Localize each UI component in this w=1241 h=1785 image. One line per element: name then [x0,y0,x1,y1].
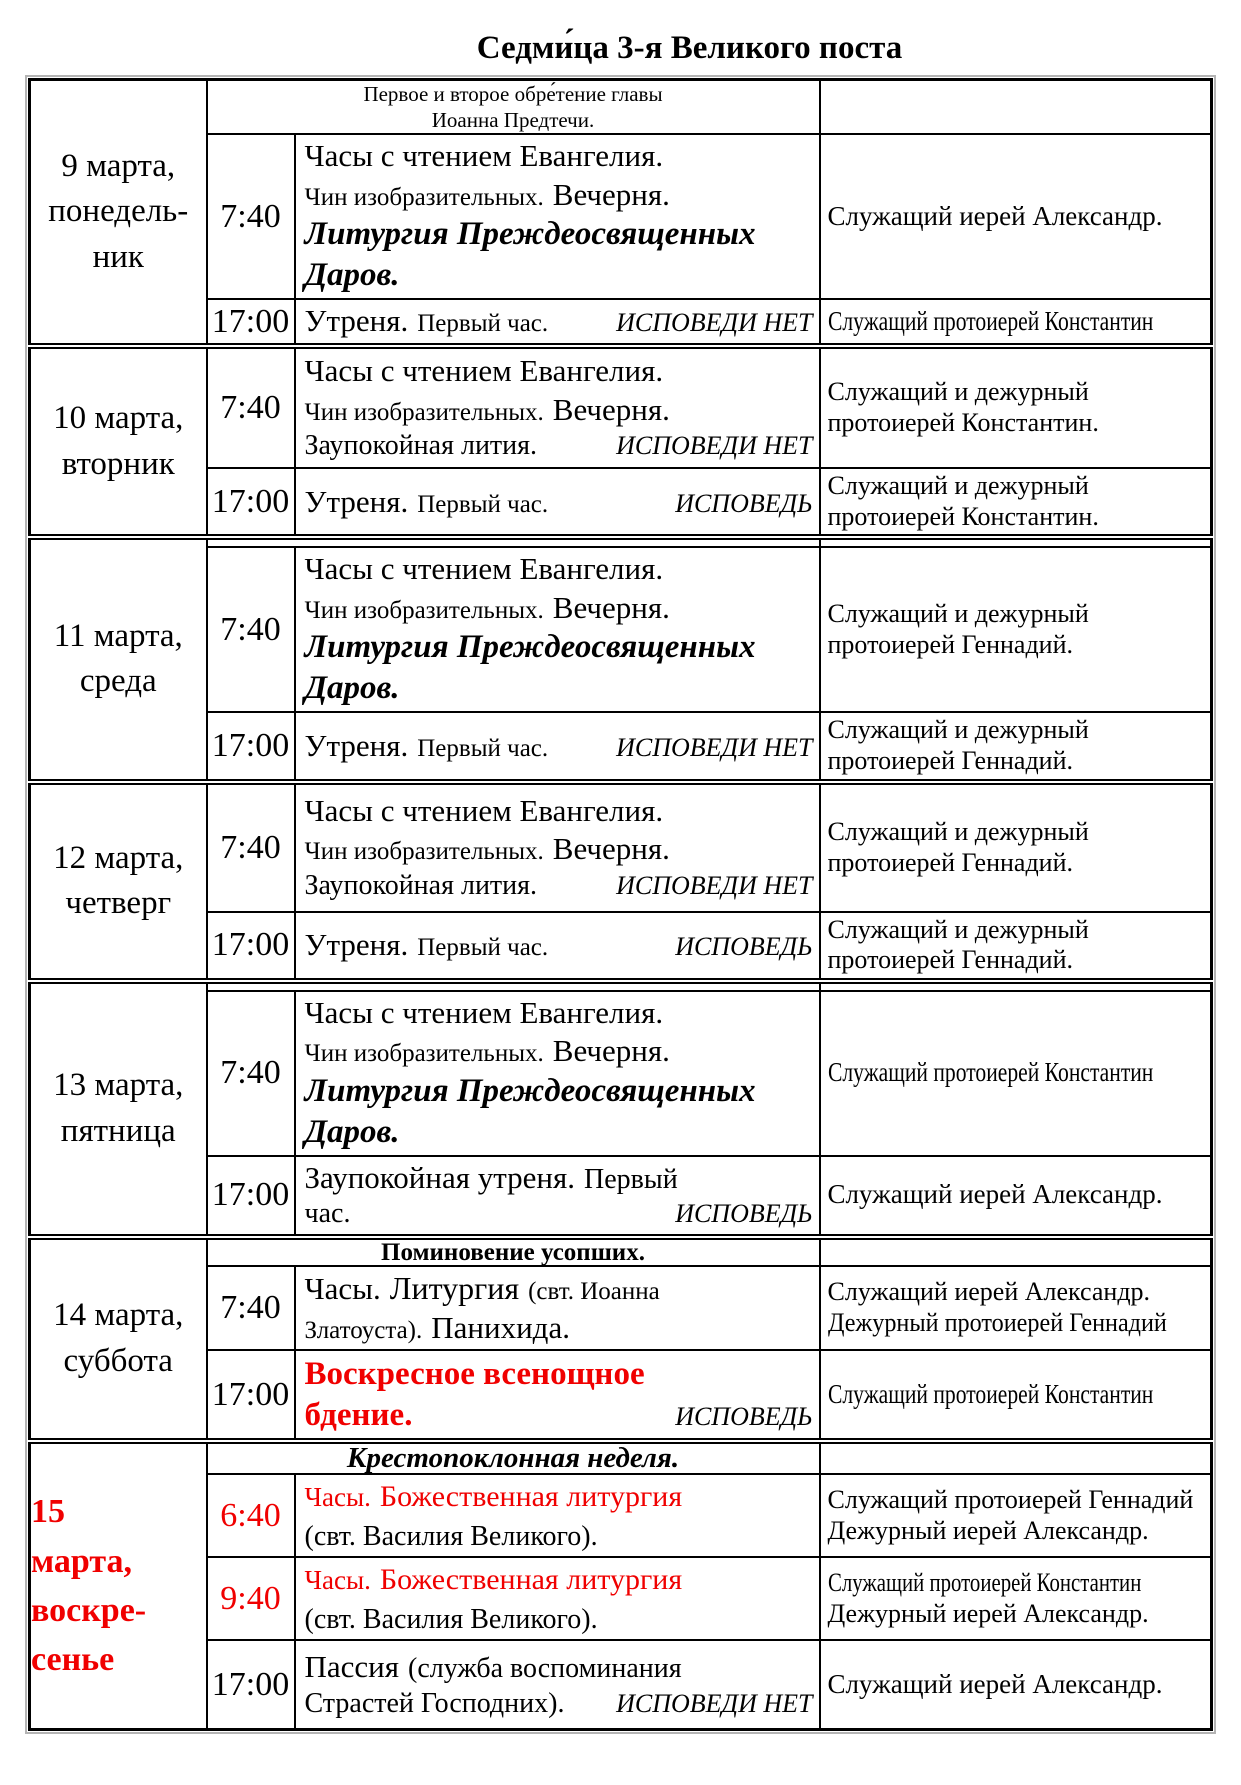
clergy-line: Дежурный иерей Александр. [827,1515,1149,1545]
time-cell: 7:40 [207,346,295,468]
service-text: Часы. [304,1270,381,1306]
service-text-wrap [305,727,549,765]
service-line [305,352,813,390]
service-cell [295,1350,820,1441]
time-cell: 9:40 [207,1557,295,1640]
service-line [305,550,813,588]
time-cell: 7:40 [207,134,295,299]
group-header-row-empty [30,981,1212,991]
day-cell [30,782,207,981]
service-cell [295,912,820,981]
service-text: Вечерня. [552,176,670,212]
service-line [305,627,813,668]
service-row [30,299,1212,346]
service-cell [295,1266,820,1350]
service-row [30,1266,1212,1350]
clergy-cell [820,547,1212,712]
service-cell [295,1156,820,1237]
page-title: Седми́ца 3-я Великого поста [476,30,903,66]
service-text-wrap [305,926,549,964]
clergy-line: протоиерей Константин. [827,501,1099,531]
clergy-line: Служащий и дежурный [827,599,1089,629]
group-header-row [30,1237,1212,1266]
clergy-cell [820,912,1212,981]
service-text: Первый час. [417,933,549,961]
service-row [30,346,1212,468]
service-row [30,1474,1212,1557]
time-cell: 7:40 [207,547,295,712]
time-cell: 17:00 [207,712,295,781]
confession-note: ИСПОВЕДЬ [675,488,813,518]
day-line: среда [79,663,157,700]
clergy-line: протоиерей Геннадий. [827,629,1074,659]
day-group-wednesday [30,537,1212,781]
clergy-cell-empty [820,1237,1212,1266]
service-line [305,1112,813,1153]
service-cell [295,346,820,468]
service-text: час. [304,1198,351,1230]
service-text: (свт. Иоанна [528,1277,660,1305]
schedule-table [28,78,1213,1731]
clergy-line: Служащий и дежурный [827,377,1089,407]
service-cell [295,991,820,1156]
feast-header-cell-empty [207,981,820,991]
time-cell: 17:00 [207,1350,295,1441]
clergy-line: протоиерей Константин. [827,408,1099,438]
service-text: Вечерня. [552,589,670,625]
feast-header-cell-empty [207,537,820,547]
service-text: Часы с чтением Евангелия. [304,994,664,1030]
service-line [305,255,813,296]
clergy-line: Служащий и дежурный [827,816,1089,846]
day-line: четверг [65,885,172,922]
day-cell [30,346,207,537]
service-line [305,137,813,175]
service-line [305,1354,813,1395]
clergy-cell [820,134,1212,299]
service-text: Заупокойная утреня. [304,1159,576,1195]
feast-header-cell [207,1237,820,1266]
service-text-liturgy: Литургия Преждеосвященных [304,1072,756,1109]
service-text-hours: Часы. [304,1482,371,1513]
service-row [30,1350,1212,1441]
service-text: Вечерня. [552,391,670,427]
service-text: (свт. Василия Великого). [304,1520,598,1552]
service-text: Заупокойная лития. [304,430,538,462]
service-text: Часы с чтением Евангелия. [304,353,664,389]
group-header-row [30,79,1212,134]
day-line: пятница [60,1112,176,1149]
clergy-cell-empty [820,1441,1212,1474]
service-text: Чин изобразительных. [304,838,544,866]
feast-header-cell [207,79,820,134]
feast-header-cell [207,1441,820,1474]
clergy-cell [820,712,1212,781]
service-line [305,1560,813,1598]
service-text: Вечерня. [552,1033,670,1069]
feast-header-line: Поминовение усопших. [381,1238,645,1266]
time-cell: 17:00 [207,299,295,346]
day-group-thursday [30,782,1212,981]
service-text: Часы с чтением Евангелия. [304,138,664,174]
clergy-line: Служащий протоиерей Геннадий [827,1484,1194,1514]
service-line [305,1477,813,1515]
service-row [30,1156,1212,1237]
clergy-line: Служащий иерей Александр. [827,1668,1163,1699]
clergy-cell [820,1557,1212,1640]
day-line: 12 марта, [53,839,184,876]
clergy-line: Служащий протоиерей Константин [827,1057,1153,1088]
service-text: Чин изобразительных. [304,398,544,426]
day-group-friday [30,981,1212,1237]
confession-note: ИСПОВЕДЬ [675,1199,813,1229]
service-line [305,1599,813,1638]
clergy-cell [820,468,1212,537]
service-line [305,483,813,521]
clergy-line: Служащий протоиерей Константин [827,1378,1153,1409]
confession-note: ИСПОВЕДИ НЕТ [616,870,813,900]
confession-note: ИСПОВЕДИ НЕТ [616,732,813,762]
time-cell: 17:00 [207,1640,295,1729]
service-row [30,1640,1212,1729]
service-text-liturgy: Даров. [304,670,400,707]
clergy-cell [820,1266,1212,1350]
service-cell [295,134,820,299]
service-text: Утреня. [304,727,409,763]
clergy-line: протоиерей Геннадий. [827,745,1074,775]
service-cell [295,299,820,346]
confession-note: ИСПОВЕДИ НЕТ [616,1688,813,1718]
service-row [30,547,1212,712]
service-line [305,1269,813,1309]
clergy-cell-empty [820,537,1212,547]
time-cell: 17:00 [207,468,295,537]
clergy-cell [820,1474,1212,1557]
service-line [305,1197,813,1232]
service-cell [295,1640,820,1729]
service-line [305,214,813,255]
feast-header-line: Первое и второе обре́тение главы [363,81,663,106]
day-line: 14 марта, [53,1297,184,1334]
service-row [30,468,1212,537]
service-text: Первый час. [417,734,549,762]
clergy-cell [820,1156,1212,1237]
service-text: Страстей Господних). [304,1687,565,1719]
service-row [30,782,1212,912]
service-line [305,176,813,214]
day-line: марта, [31,1542,133,1580]
service-text: Часы с чтением Евангелия. [304,792,664,828]
day-line: 10 марта, [53,400,184,437]
service-line [305,668,813,709]
day-line: воскре- [31,1591,147,1629]
service-text: Златоуста). [304,1316,423,1344]
day-line: 13 марта, [53,1067,184,1104]
service-cell [295,782,820,912]
clergy-cell [820,346,1212,468]
service-line [305,1648,813,1687]
service-text-liturgy: Божественная литургия [379,1563,683,1597]
service-row [30,912,1212,981]
service-line [305,926,813,964]
clergy-line: Служащий и дежурный [827,471,1089,501]
clergy-line: Дежурный протоиерей Геннадий [827,1308,1167,1338]
service-text: Утреня. [304,483,409,519]
group-header-row-empty [30,537,1212,547]
service-row [30,134,1212,299]
service-line [305,792,813,830]
clergy-cell [820,1350,1212,1441]
service-line [305,727,813,765]
clergy-cell [820,1640,1212,1729]
clergy-cell [820,299,1212,346]
day-group-tuesday [30,346,1212,537]
day-line: вторник [61,445,175,482]
confession-note: ИСПОВЕДИ НЕТ [616,308,813,338]
day-cell [30,981,207,1237]
day-line: 9 марта, [61,147,176,184]
day-cell [30,79,207,346]
service-text-vigil: Воскресное всенощное [304,1355,645,1392]
service-text: Чин изобразительных. [304,1040,544,1068]
clergy-line: Служащий и дежурный [827,914,1089,944]
day-line: 11 марта, [53,617,183,654]
time-cell: 6:40 [207,1474,295,1557]
day-group-saturday [30,1237,1212,1441]
time-cell: 7:40 [207,1266,295,1350]
service-text-liturgy: Литургия Преждеосвященных [304,629,756,666]
time-cell: 17:00 [207,1156,295,1237]
day-group-sunday [30,1441,1212,1729]
day-line: суббота [63,1343,173,1380]
service-line [305,302,813,340]
clergy-line: Служащий и дежурный [827,715,1089,745]
service-line [305,1071,813,1112]
service-line [305,1159,813,1198]
clergy-line: Служащий протоиерей Константин [827,1568,1141,1598]
service-line [305,994,813,1032]
service-line [305,1687,813,1722]
clergy-cell-empty [820,79,1212,134]
service-text: Панихида. [431,1309,570,1345]
service-cell [295,547,820,712]
service-row [30,991,1212,1156]
service-line [305,1032,813,1070]
day-line: 15 [31,1493,65,1531]
service-text-liturgy: Литургия Преждеосвященных [304,216,756,253]
service-line [305,1309,813,1347]
service-text-vigil: бдение. [304,1396,413,1433]
service-text: Первый час. [417,310,549,338]
clergy-line: протоиерей Геннадий. [827,847,1074,877]
service-text: Часы с чтением Евангелия. [304,551,664,587]
confession-note: ИСПОВЕДЬ [675,1401,813,1431]
service-text-liturgy: Даров. [304,1113,400,1150]
day-line: сенье [31,1641,115,1679]
time-cell: 17:00 [207,912,295,981]
service-text: Первый час. [417,490,549,518]
service-text: (служба воспоминания [408,1652,682,1684]
confession-note: ИСПОВЕДЬ [675,931,813,961]
confession-note: ИСПОВЕДИ НЕТ [616,431,813,461]
service-row [30,1557,1212,1640]
day-cell [30,537,207,781]
service-text-liturgy: Божественная литургия [379,1480,683,1514]
service-line [305,429,813,464]
time-cell: 7:40 [207,782,295,912]
service-cell [295,712,820,781]
clergy-line: протоиерей Геннадий. [827,945,1074,975]
day-line: понедель- [48,193,189,230]
day-cell [30,1441,207,1729]
feast-header-line: Крестопоклонная неделя. [346,1442,680,1475]
clergy-line: Служащий протоиерей Константин [827,305,1153,336]
service-text: Утреня. [304,303,409,339]
service-text: Чин изобразительных. [304,596,544,624]
group-header-row [30,1441,1212,1474]
service-line [305,869,813,904]
clergy-cell [820,782,1212,912]
service-text: Вечерня. [552,831,670,867]
service-cell [295,1557,820,1640]
service-line [305,391,813,429]
clergy-line: Служащий иерей Александр. [827,200,1163,231]
clergy-line: Служащий иерей Александр. [827,1179,1163,1210]
day-cell [30,1237,207,1441]
service-text-wrap [305,483,549,521]
time-cell: 7:40 [207,991,295,1156]
service-text: Заупокойная лития. [304,869,538,901]
clergy-cell-empty [820,981,1212,991]
service-row [30,712,1212,781]
day-line: ник [92,238,144,275]
service-text: Первый [584,1163,678,1195]
service-text-liturgy: Даров. [304,257,400,294]
service-line [305,1395,813,1436]
service-text: Пассия [304,1648,400,1684]
service-text: Чин изобразительных. [304,183,544,211]
service-text: (свт. Василия Великого). [304,1603,598,1635]
service-text-wrap [305,302,549,340]
service-text-hours: Часы. [304,1565,371,1596]
feast-header-line: Иоанна Предтечи. [431,108,595,133]
service-line [305,830,813,868]
service-text: Литургия [389,1269,520,1306]
service-line [305,589,813,627]
clergy-cell [820,991,1212,1156]
clergy-line: Служащий иерей Александр. [827,1277,1151,1307]
service-text: Утреня. [304,926,409,962]
clergy-line: Дежурный иерей Александр. [827,1598,1149,1628]
service-cell [295,468,820,537]
service-cell [295,1474,820,1557]
service-line [305,1516,813,1555]
day-group-monday [30,79,1212,346]
